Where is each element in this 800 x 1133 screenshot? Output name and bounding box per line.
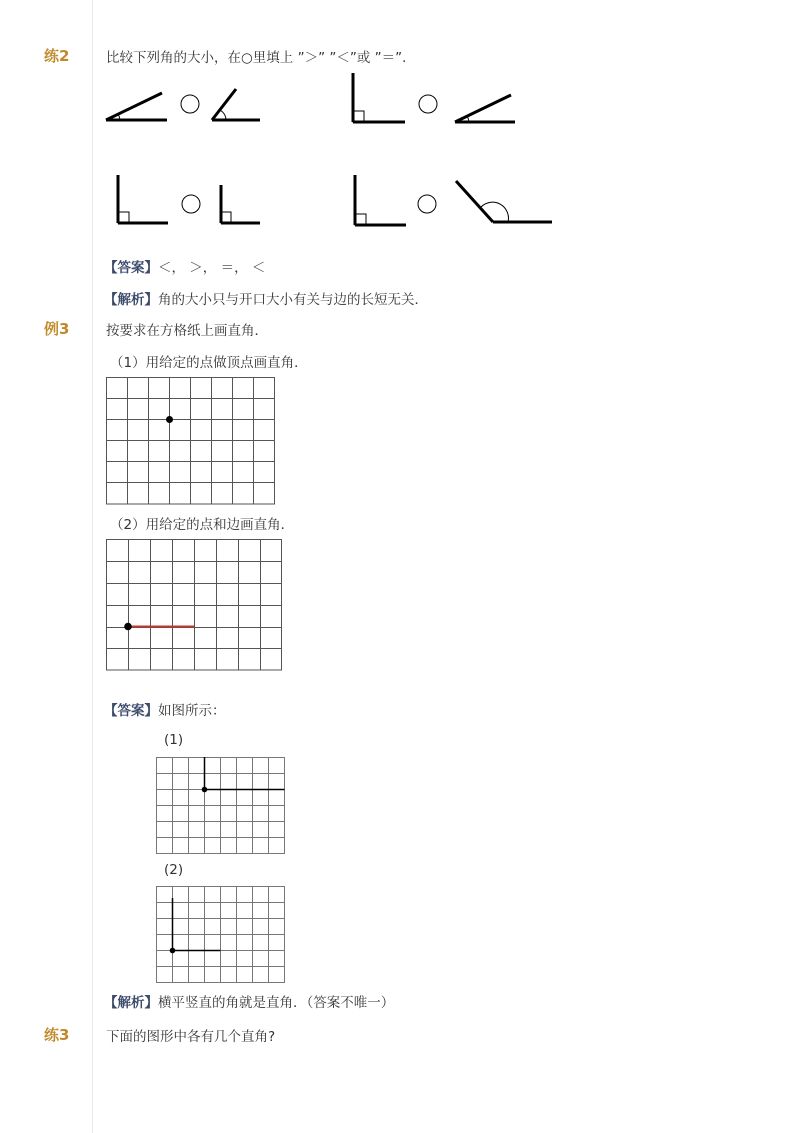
exercise-2-answer: ＜， ＞， ＝， ＜ xyxy=(158,260,266,276)
exercise-2-prompt: 比较下列角的大小，在○里填上 ”＞” ”＜”或 ”＝”． xyxy=(106,50,416,66)
angle-4b xyxy=(456,181,552,222)
exercise-3-label: 练3 xyxy=(44,1026,70,1044)
grid-2 xyxy=(106,539,284,671)
example-3-part-2: （2）用给定的点和边画直角． xyxy=(110,517,295,533)
exercise-2-label: 练2 xyxy=(44,47,70,65)
answer-figure-2-label: (2) xyxy=(164,862,184,878)
given-point-1 xyxy=(166,416,173,423)
answer-grid-2 xyxy=(156,886,286,984)
angle-4a xyxy=(355,175,406,225)
exercise-2-analysis: 角的大小只与开口大小有关与边的长短无关． xyxy=(158,292,428,308)
answer-grid-1 xyxy=(156,757,286,855)
answer-2-vertex xyxy=(170,948,176,954)
answer-1-vertex xyxy=(202,787,208,793)
angle-3b xyxy=(221,185,260,223)
angle-pair-row-2 xyxy=(0,0,800,260)
exercise-3-prompt: 下面的图形中各有几个直角? xyxy=(106,1029,276,1045)
example-3-label: 例3 xyxy=(44,320,70,338)
example-3-prompt: 按要求在方格纸上画直角． xyxy=(106,323,268,339)
example-3-answer: 如图所示： xyxy=(158,703,226,719)
analysis-tag: 【解析】 xyxy=(104,292,158,308)
compare-circle-4 xyxy=(418,195,436,213)
example-3-analysis: 横平竖直的角就是直角．（答案不唯一） xyxy=(158,995,395,1011)
answer-tag: 【答案】 xyxy=(104,260,158,276)
angle-3a xyxy=(118,175,168,223)
example-3-analysis-tag: 【解析】 xyxy=(104,995,158,1011)
given-point-2 xyxy=(124,623,132,631)
example-3-part-1: （1）用给定的点做顶点画直角． xyxy=(110,355,308,371)
answer-figure-1-label: (1) xyxy=(164,732,184,748)
compare-circle-3 xyxy=(182,195,200,213)
example-3-answer-tag: 【答案】 xyxy=(104,703,158,719)
grid-1 xyxy=(106,377,276,505)
